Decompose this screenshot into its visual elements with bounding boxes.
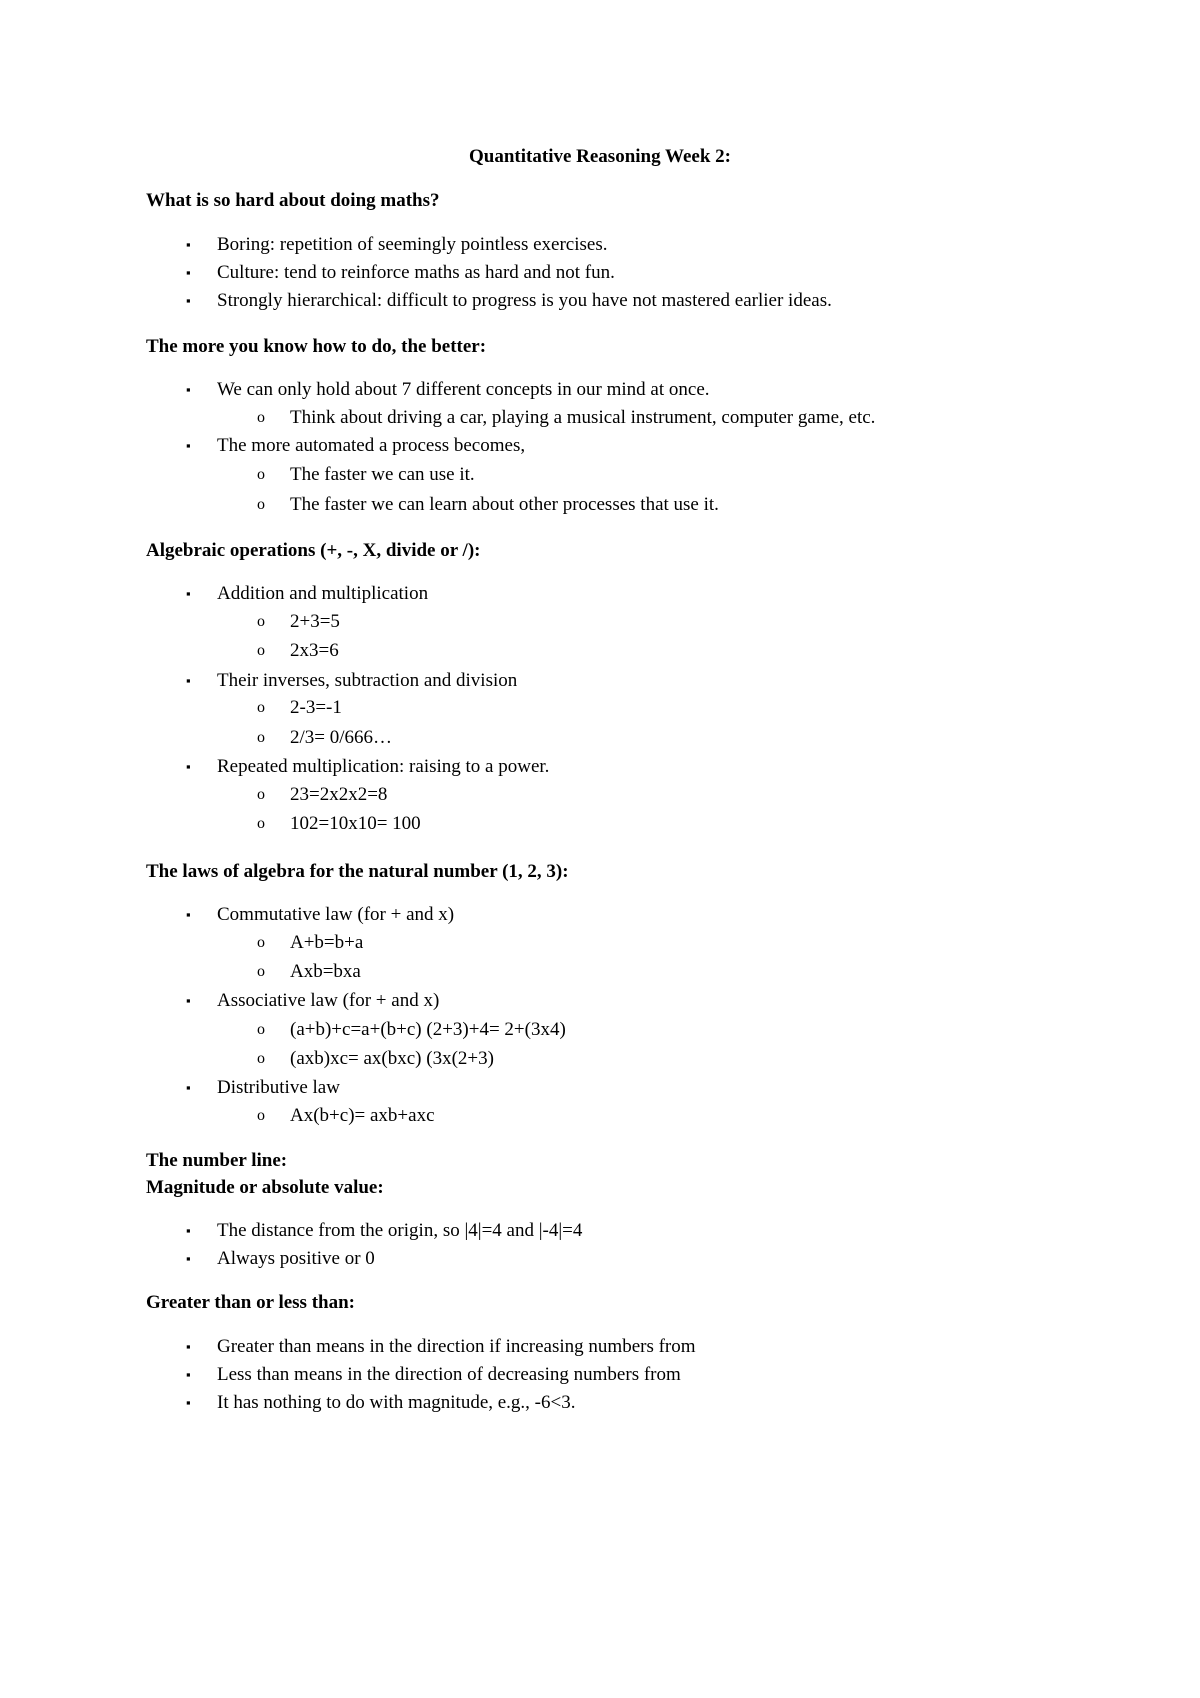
- list-item-text: 23=2x2x2=8: [290, 784, 388, 805]
- list-item: [186, 990, 440, 1012]
- sub-bullet-marker: o: [257, 466, 265, 483]
- list-item-text: The distance from the origin, so |4|=4 and |-4|=4: [217, 1220, 583, 1241]
- list-item: [186, 290, 832, 312]
- list-item-text: (axb)xc= ax(bxc) (3x(2+3): [290, 1048, 494, 1069]
- list-item: [186, 1336, 696, 1358]
- sub-bullet-marker: o: [257, 815, 265, 832]
- bullet-marker: ▪: [186, 759, 191, 774]
- sub-bullet-marker: o: [257, 699, 265, 716]
- sub-bullet-marker: o: [257, 1021, 265, 1038]
- section-heading: What is so hard about doing maths?: [146, 190, 440, 211]
- section-heading: Algebraic operations (+, -, X, divide or /):: [146, 540, 481, 561]
- sub-list-item: [257, 932, 364, 954]
- list-item-text: A+b=b+a: [290, 932, 364, 953]
- list-item: [186, 670, 518, 692]
- list-item-text: 102=10x10= 100: [290, 813, 421, 834]
- sub-bullet-marker: o: [257, 409, 265, 426]
- list-item-text: Always positive or 0: [217, 1248, 375, 1269]
- bullet-marker: ▪: [186, 382, 191, 397]
- list-item: [186, 262, 615, 284]
- list-item-text: Addition and multiplication: [217, 583, 429, 604]
- sub-list-item: [257, 407, 876, 429]
- list-item-text: 2/3= 0/666…: [290, 727, 393, 748]
- sub-bullet-marker: o: [257, 934, 265, 951]
- list-item-text: (a+b)+c=a+(b+c) (2+3)+4= 2+(3x4): [290, 1019, 566, 1040]
- list-item: [186, 1077, 340, 1099]
- list-item-text: Culture: tend to reinforce maths as hard and not fun.: [217, 262, 615, 283]
- sub-bullet-marker: o: [257, 786, 265, 803]
- list-item: [186, 1220, 583, 1242]
- list-item-text: Strongly hierarchical: difficult to progress is you have not mastered earlier ideas.: [217, 290, 832, 311]
- sub-bullet-marker: o: [257, 642, 265, 659]
- list-item-text: We can only hold about 7 different concepts in our mind at once.: [217, 379, 710, 400]
- list-item-text: Boring: repetition of seemingly pointless exercises.: [217, 234, 608, 255]
- list-item: [186, 1364, 681, 1386]
- bullet-marker: ▪: [186, 1251, 191, 1266]
- bullet-marker: ▪: [186, 586, 191, 601]
- bullet-marker: ▪: [186, 293, 191, 308]
- list-item-text: Distributive law: [217, 1077, 340, 1098]
- sub-list-item: [257, 697, 342, 719]
- list-item: [186, 1392, 576, 1414]
- list-item-text: It has nothing to do with magnitude, e.g., -6<3.: [217, 1392, 576, 1413]
- sub-list-item: [257, 727, 393, 749]
- list-item-text: The faster we can use it.: [290, 464, 475, 485]
- sub-bullet-marker: o: [257, 496, 265, 513]
- bullet-marker: ▪: [186, 237, 191, 252]
- list-item-text: Commutative law (for + and x): [217, 904, 455, 925]
- sub-list-item: [257, 961, 361, 983]
- list-item-text: Axb=bxa: [290, 961, 361, 982]
- list-item-text: 2-3=-1: [290, 697, 342, 718]
- list-item: [186, 583, 429, 605]
- bullet-marker: ▪: [186, 438, 191, 453]
- section-subheading: Magnitude or absolute value:: [146, 1177, 384, 1198]
- document-title: Quantitative Reasoning Week 2:: [469, 146, 731, 167]
- sub-bullet-marker: o: [257, 613, 265, 630]
- sub-bullet-marker: o: [257, 963, 265, 980]
- section-heading: The number line:: [146, 1150, 288, 1171]
- list-item-text: 2x3=6: [290, 640, 339, 661]
- bullet-marker: ▪: [186, 993, 191, 1008]
- bullet-marker: ▪: [186, 1339, 191, 1354]
- list-item-text: Repeated multiplication: raising to a power.: [217, 756, 550, 777]
- list-item: [186, 379, 710, 401]
- list-item: [186, 756, 550, 778]
- list-item-text: 2+3=5: [290, 611, 340, 632]
- sub-list-item: [257, 1105, 435, 1127]
- section-heading: The more you know how to do, the better:: [146, 336, 487, 357]
- sub-list-item: [257, 464, 475, 486]
- list-item: [186, 234, 608, 256]
- bullet-marker: ▪: [186, 1395, 191, 1410]
- list-item-text: The faster we can learn about other processes that use it.: [290, 494, 719, 515]
- bullet-marker: ▪: [186, 1080, 191, 1095]
- bullet-marker: ▪: [186, 673, 191, 688]
- list-item-text: Ax(b+c)= axb+axc: [290, 1105, 435, 1126]
- sub-bullet-marker: o: [257, 729, 265, 746]
- section-heading: Greater than or less than:: [146, 1292, 355, 1313]
- section-heading: The laws of algebra for the natural number (1, 2, 3):: [146, 861, 569, 882]
- list-item: [186, 904, 455, 926]
- sub-bullet-marker: o: [257, 1107, 265, 1124]
- sub-list-item: [257, 611, 340, 633]
- sub-list-item: [257, 494, 719, 516]
- bullet-marker: ▪: [186, 265, 191, 280]
- sub-list-item: [257, 813, 421, 835]
- bullet-marker: ▪: [186, 1367, 191, 1382]
- bullet-marker: ▪: [186, 1223, 191, 1238]
- list-item-text: Greater than means in the direction if increasing numbers from: [217, 1336, 696, 1357]
- bullet-marker: ▪: [186, 907, 191, 922]
- list-item-text: Associative law (for + and x): [217, 990, 440, 1011]
- list-item: [186, 435, 526, 457]
- sub-list-item: [257, 1048, 494, 1070]
- list-item-text: Less than means in the direction of decreasing numbers from: [217, 1364, 681, 1385]
- sub-list-item: [257, 640, 339, 662]
- sub-list-item: [257, 1019, 566, 1041]
- list-item: [186, 1248, 375, 1270]
- list-item-text: Their inverses, subtraction and division: [217, 670, 518, 691]
- list-item-text: The more automated a process becomes,: [217, 435, 526, 456]
- sub-bullet-marker: o: [257, 1050, 265, 1067]
- list-item-text: Think about driving a car, playing a musical instrument, computer game, etc.: [290, 407, 876, 428]
- sub-list-item: [257, 784, 388, 806]
